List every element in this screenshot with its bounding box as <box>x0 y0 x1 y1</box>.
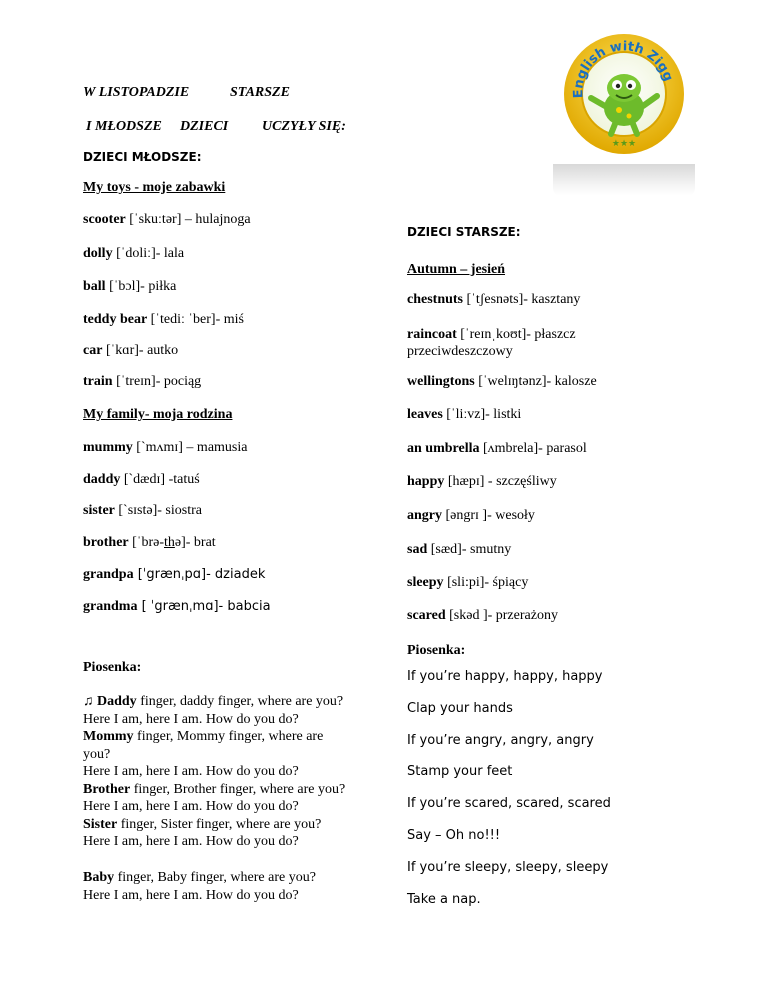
emotion-item: angry [əngrɪ ]- wesoły <box>407 508 535 523</box>
song-line: Here I am, here I am. How do you do? <box>83 711 299 727</box>
older-song-line: Clap your hands <box>407 701 513 716</box>
family-title: My family- moja rodzina <box>83 407 233 422</box>
song-line: Here I am, here I am. How do you do? <box>83 799 299 814</box>
song-line: Here I am, here I am. How do you do? <box>83 834 299 849</box>
emotion-item: scared [skəd ]- przerażony <box>407 608 558 623</box>
toy-item: car [ˈkɑr]- autko <box>83 343 179 358</box>
family-item: brother [ˈbrə-thə]- brat <box>83 535 216 550</box>
autumn-item: an umbrella [ʌmbrela]- parasol <box>407 441 587 456</box>
english-with-ziggy-logo <box>553 22 695 164</box>
emotion-item: happy [hæpɪ] - szczęśliwy <box>407 474 557 489</box>
header-line1-a: W LISTOPADZIE <box>83 85 190 100</box>
song-line: Sister finger, Sister finger, where are you? <box>83 816 322 832</box>
family-item: mummy [`mʌmɪ] – mamusia <box>83 440 248 455</box>
song-line: Here I am, here I am. How do you do? <box>83 764 299 779</box>
logo-text: English with Zigg <box>571 39 676 99</box>
older-song-title: Piosenka: <box>407 643 466 658</box>
autumn-item: wellingtons [ˈwelɪŋtənz]- kalosze <box>407 374 597 389</box>
song-line: Brother finger, Brother finger, where are you? <box>83 781 346 797</box>
autumn-item: leaves [ˈliːvz]- listki <box>407 407 522 422</box>
older-song-line: If you’re sleepy, sleepy, sleepy <box>407 860 609 875</box>
older-song-line: Stamp your feet <box>407 764 513 779</box>
toy-item: train [ˈtreɪn]- pociąg <box>83 374 202 389</box>
emotion-item: sad [sæd]- smutny <box>407 542 512 557</box>
younger-heading: DZIECI MŁODSZE: <box>83 150 202 164</box>
family-item: daddy [`dædɪ] -tatuś <box>83 472 200 487</box>
emotion-item: sleepy [sli:pi]- śpiący <box>407 575 529 590</box>
family-item: grandma [ ˈgrænˌmɑ]- babcia <box>83 599 271 614</box>
toy-item: dolly [ˈdoliː]- lala <box>83 246 185 261</box>
family-item: grandpa [ˈgrænˌpɑ]- dziadek <box>83 567 266 582</box>
younger-song-2 <box>83 869 316 904</box>
logo-shadow <box>553 164 695 196</box>
music-note-icon: ♫ <box>83 694 94 709</box>
song-line: Baby finger, Baby finger, where are you? <box>83 870 316 885</box>
header-line2-a: I MŁODSZE <box>86 119 162 134</box>
header-line1-b: STARSZE <box>230 85 290 100</box>
autumn-title: Autumn – jesień <box>407 262 506 277</box>
toy-item: teddy bear [ˈtediː ˈber]- miś <box>83 312 244 327</box>
toys-title: My toys - moje zabawki <box>83 180 226 195</box>
toy-item: scooter [ˈskuːtər] – hulajnoga <box>83 212 251 227</box>
header-line2-c: UCZYŁY SIĘ: <box>262 119 346 134</box>
song-line: ♫ Daddy finger, daddy finger, where are you? <box>83 694 344 709</box>
logo-badge-icon <box>553 22 695 164</box>
song-line: Mommy finger, Mommy finger, where are <box>83 729 324 744</box>
older-song-line: Take a nap. <box>407 892 481 907</box>
younger-song <box>83 693 345 851</box>
logo-stars: ★★★ <box>611 139 637 149</box>
older-song-line: If you’re angry, angry, angry <box>407 733 594 748</box>
autumn-item: raincoat [ˈreɪnˌkoʊt]- płaszcz przeciwdeszczowy <box>407 327 576 359</box>
older-song-line: If you’re happy, happy, happy <box>407 669 603 684</box>
song-line: Here I am, here I am. How do you do? <box>83 887 299 903</box>
toy-item: ball [ˈbɔl]- piłka <box>83 279 177 294</box>
song-line: you? <box>83 746 111 762</box>
header-line2-b: DZIECI <box>180 119 229 134</box>
older-song-line: If you’re scared, scared, scared <box>407 796 611 811</box>
older-heading: DZIECI STARSZE: <box>407 225 521 239</box>
autumn-item: chestnuts [ˈtʃesnəts]- kasztany <box>407 292 581 307</box>
younger-song-title: Piosenka: <box>83 660 142 675</box>
family-item: sister [`sɪstə]- siostra <box>83 503 202 518</box>
older-song-line: Say – Oh no!!! <box>407 828 501 843</box>
